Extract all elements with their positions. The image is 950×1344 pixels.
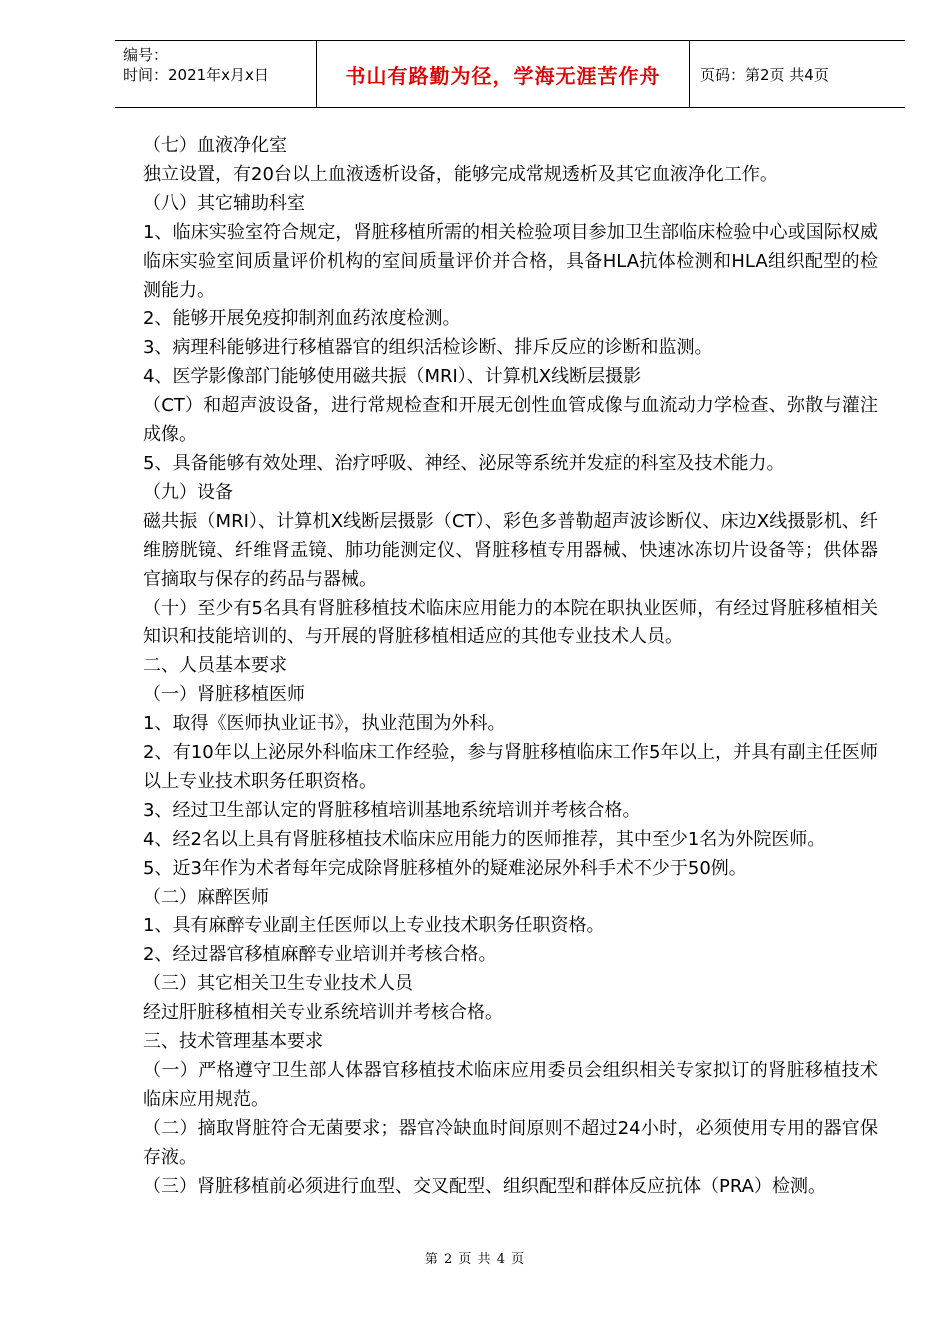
body-paragraph: 磁共振（MRI）、计算机X线断层摄影（CT）、彩色多普勒超声波诊断仪、床边X线摄影机、纤维膀胱镜、纤维肾盂镜、肺功能测定仪、肾脏移植专用器械、快速冰冻切片设备等；供体器官摘取与保存的药品与器械。 xyxy=(143,510,878,590)
body-paragraph: 2、能够开展免疫抑制剂血药浓度检测。 xyxy=(143,308,461,330)
body-paragraph: 4、医学影像部门能够使用磁共振（MRI）、计算机X线断层摄影 xyxy=(143,366,642,388)
body-paragraph: 5、具备能够有效处理、治疗呼吸、神经、泌尿等系统并发症的科室及技术能力。 xyxy=(143,452,785,474)
body-paragraph: 经过肝脏移植相关专业系统培训并考核合格。 xyxy=(143,1002,503,1024)
body-paragraph: 5、近3年作为术者每年完成除肾脏移植外的疑难泌尿外科手术不少于50例。 xyxy=(143,857,747,879)
body-paragraph: 4、经2名以上具有肾脏移植技术临床应用能力的医师推荐，其中至少1名为外院医师。 xyxy=(143,828,826,850)
heading-transplant-physician: （一）肾脏移植医师 xyxy=(143,684,305,706)
heading-auxiliary-departments: （八）其它辅助科室 xyxy=(143,192,305,214)
page-footer: 第 2 页 共 4 页 xyxy=(424,1252,526,1267)
body-paragraph: 1、具有麻醉专业副主任医师以上专业技术职务任职资格。 xyxy=(143,915,605,937)
body-paragraph: 3、病理科能够进行移植器官的组织活检诊断、排斥反应的诊断和监测。 xyxy=(143,337,713,359)
body-paragraph: 独立设置，有20台以上血液透析设备，能够完成常规透析及其它血液净化工作。 xyxy=(143,163,778,185)
heading-technical-management: 三、技术管理基本要求 xyxy=(143,1031,323,1053)
body-paragraph: 2、有10年以上泌尿外科临床工作经验，参与肾脏移植临床工作5年以上，并具有副主任医师以上专业技术职务任职资格。 xyxy=(143,742,878,792)
header-page-number: 页码：第2页 共4页 xyxy=(700,65,829,84)
heading-blood-purification: （七）血液净化室 xyxy=(143,135,287,156)
body-paragraph: 1、取得《医师执业证书》，执业范围为外科。 xyxy=(143,713,506,735)
body-paragraph: （十）至少有5名具有肾脏移植技术临床应用能力的本院在职执业医师，有经过肾脏移植相关知识和技能培训的、与开展的肾脏移植相适应的其他专业技术人员。 xyxy=(143,597,878,648)
header-meta xyxy=(115,41,316,107)
heading-other-staff: （三）其它相关卫生专业技术人员 xyxy=(143,973,413,995)
heading-personnel-requirements: 二、人员基本要求 xyxy=(143,655,287,677)
doc-time-label: 时间：2021年x月x日 xyxy=(123,66,269,84)
body-paragraph: （一）严格遵守卫生部人体器官移植技术临床应用委员会组织相关专家拟订的肾脏移植技术临床应用规范。 xyxy=(143,1060,878,1110)
body-paragraph: （三）肾脏移植前必须进行血型、交叉配型、组织配型和群体反应抗体（PRA）检测。 xyxy=(143,1175,826,1197)
body-paragraph: 3、经过卫生部认定的肾脏移植培训基地系统培训并考核合格。 xyxy=(143,799,641,821)
body-paragraph: 1、临床实验室符合规定，肾脏移植所需的相关检验项目参加卫生部临床检验中心或国际权威临床实验室间质量评价机构的室间质量评价并合格，具备HLA抗体检测和HLA组织配型的检测能力。 xyxy=(143,221,878,301)
heading-equipment: （九）设备 xyxy=(143,481,233,503)
document-body xyxy=(143,132,878,1202)
body-paragraph: （二）摘取肾脏符合无菌要求；器官冷缺血时间原则不超过24小时，必须使用专用的器官保存液。 xyxy=(143,1117,878,1168)
body-paragraph: 2、经过器官移植麻醉专业培训并考核合格。 xyxy=(143,944,497,966)
doc-code-label: 编号： xyxy=(123,46,169,64)
header-motto: 书山有路勤为径，学海无涯苦作舟 xyxy=(316,41,690,107)
body-paragraph: （CT）和超声波设备，进行常规检查和开展无创性血管成像与血流动力学检查、弥散与灌注成像。 xyxy=(143,395,878,446)
page-header xyxy=(115,40,905,108)
heading-anesthesiologist: （二）麻醉医师 xyxy=(143,886,269,908)
